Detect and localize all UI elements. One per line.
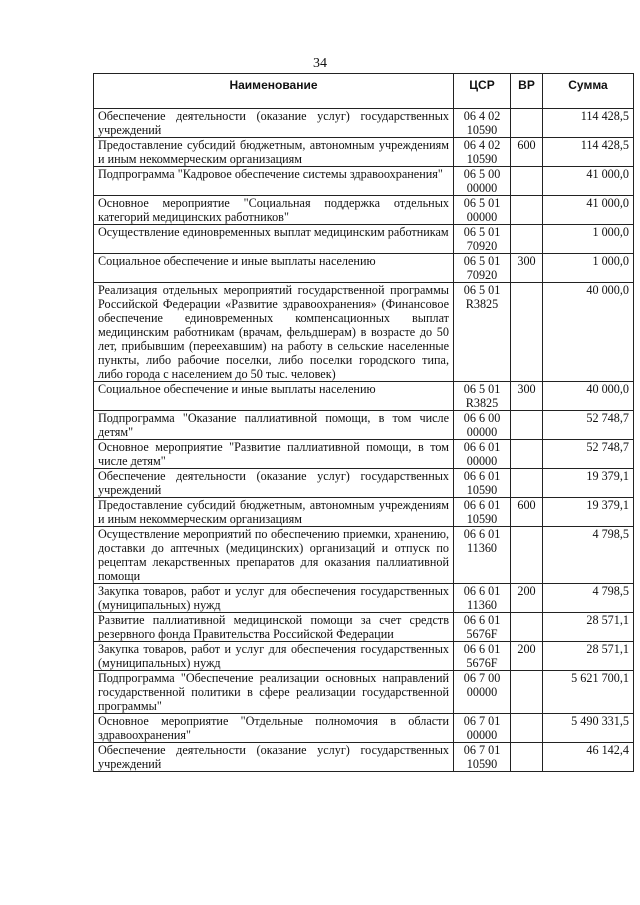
row-sum: 4 798,5 <box>543 527 634 584</box>
row-csr-direction: 5676F <box>466 627 498 641</box>
row-csr-program: 06 7 01 <box>463 714 501 728</box>
row-sum: 41 000,0 <box>543 167 634 196</box>
row-vr <box>511 109 543 138</box>
row-csr <box>454 167 511 196</box>
row-sum: 52 748,7 <box>543 440 634 469</box>
row-csr-program: 06 6 00 <box>463 411 501 425</box>
row-sum: 46 142,4 <box>543 743 634 772</box>
row-csr <box>454 613 511 642</box>
row-name: Закупка товаров, работ и услуг для обеспечения государственных (муниципальных) нужд <box>94 642 454 671</box>
row-sum: 52 748,7 <box>543 411 634 440</box>
row-sum: 28 571,1 <box>543 642 634 671</box>
row-csr-direction: 11360 <box>466 598 498 612</box>
row-vr: 300 <box>511 254 543 283</box>
row-vr: 200 <box>511 584 543 613</box>
row-csr <box>454 671 511 714</box>
row-name: Основное мероприятие "Социальная поддержка отдельных категорий медицинских работников" <box>94 196 454 225</box>
row-csr <box>454 440 511 469</box>
row-sum: 5 621 700,1 <box>543 671 634 714</box>
table-header-row <box>94 74 634 109</box>
row-csr-program: 06 6 01 <box>463 613 501 627</box>
row-name: Обеспечение деятельности (оказание услуг) государственных учреждений <box>94 743 454 772</box>
row-csr-direction: 11360 <box>466 541 498 555</box>
row-csr-direction: R3825 <box>465 297 499 311</box>
row-csr-program: 06 5 01 <box>463 254 501 268</box>
row-csr <box>454 584 511 613</box>
table-row <box>94 584 634 613</box>
row-vr <box>511 225 543 254</box>
row-sum: 1 000,0 <box>543 254 634 283</box>
row-name: Обеспечение деятельности (оказание услуг) государственных учреждений <box>94 109 454 138</box>
row-csr-program: 06 4 02 <box>463 109 501 123</box>
table-row <box>94 743 634 772</box>
row-csr <box>454 498 511 527</box>
row-csr-direction: 00000 <box>466 425 498 439</box>
page-number: 34 <box>313 56 327 71</box>
row-csr-direction: 70920 <box>466 268 498 282</box>
row-sum: 114 428,5 <box>543 109 634 138</box>
row-csr-direction: 10590 <box>466 152 498 166</box>
row-csr-direction: 00000 <box>466 210 498 224</box>
row-csr-direction: 5676F <box>466 656 498 670</box>
row-vr <box>511 613 543 642</box>
row-vr <box>511 411 543 440</box>
row-csr <box>454 283 511 382</box>
row-csr-program: 06 5 01 <box>463 382 501 396</box>
row-csr-direction: 10590 <box>466 757 498 771</box>
row-csr-direction: 00000 <box>466 454 498 468</box>
row-vr <box>511 196 543 225</box>
row-sum: 40 000,0 <box>543 283 634 382</box>
row-name: Предоставление субсидий бюджетным, автономным учреждениям и иным некоммерческим организациям <box>94 138 454 167</box>
row-csr-direction: R3825 <box>465 396 499 410</box>
row-csr <box>454 642 511 671</box>
row-csr-program: 06 5 01 <box>463 196 501 210</box>
row-vr <box>511 527 543 584</box>
row-vr: 600 <box>511 498 543 527</box>
row-vr <box>511 743 543 772</box>
row-sum: 28 571,1 <box>543 613 634 642</box>
row-sum: 41 000,0 <box>543 196 634 225</box>
header-vr: ВР <box>511 74 543 109</box>
row-csr <box>454 411 511 440</box>
row-csr <box>454 382 511 411</box>
table-row <box>94 109 634 138</box>
row-sum: 19 379,1 <box>543 469 634 498</box>
table-row <box>94 440 634 469</box>
row-csr-direction: 10590 <box>466 512 498 526</box>
row-name: Развитие паллиативной медицинской помощи за счет средств резервного фонда Правительства Российской Федерации <box>94 613 454 642</box>
row-name: Подпрограмма "Оказание паллиативной помощи, в том числе детям" <box>94 411 454 440</box>
header-name: Наименование <box>94 74 454 109</box>
row-csr-direction: 10590 <box>466 483 498 497</box>
table-row <box>94 613 634 642</box>
row-csr-program: 06 6 01 <box>463 527 501 541</box>
row-csr <box>454 469 511 498</box>
row-csr-program: 06 4 02 <box>463 138 501 152</box>
row-vr <box>511 469 543 498</box>
row-csr-program: 06 5 00 <box>463 167 501 181</box>
table-row <box>94 671 634 714</box>
row-csr <box>454 527 511 584</box>
row-vr: 200 <box>511 642 543 671</box>
header-csr: ЦСР <box>454 74 511 109</box>
table-row <box>94 225 634 254</box>
row-vr <box>511 440 543 469</box>
row-vr: 600 <box>511 138 543 167</box>
row-sum: 5 490 331,5 <box>543 714 634 743</box>
row-name: Осуществление мероприятий по обеспечению приемки, хранению, доставки до аптечных (медицинских) организаций и отпуск по рецептам лекарственных препаратов для оказания паллиативной помощи <box>94 527 454 584</box>
table-row <box>94 196 634 225</box>
row-csr-program: 06 6 01 <box>463 498 501 512</box>
table-row <box>94 714 634 743</box>
row-name: Социальное обеспечение и иные выплаты населению <box>94 382 454 411</box>
row-name: Реализация отдельных мероприятий государственной программы Российской Федерации «Развитие здравоохранения» (Финансовое обеспечение единовременных компенсационных выплат медицинским работникам (врачам, фельдшерам) в возрасте до 50 лет, прибывшим (переехавшим) на работу в сельские населенные пункты, либо рабочие поселки, либо поселки городского типа, либо города с населением до 50 тыс. человек) <box>94 283 454 382</box>
table-row <box>94 283 634 382</box>
row-vr <box>511 167 543 196</box>
table-row <box>94 382 634 411</box>
row-csr-program: 06 7 01 <box>463 743 501 757</box>
row-csr <box>454 109 511 138</box>
row-name: Осуществление единовременных выплат медицинским работникам <box>94 225 454 254</box>
row-sum: 40 000,0 <box>543 382 634 411</box>
row-csr <box>454 254 511 283</box>
row-csr-direction: 00000 <box>466 728 498 742</box>
row-vr <box>511 671 543 714</box>
row-vr <box>511 714 543 743</box>
row-vr: 300 <box>511 382 543 411</box>
row-csr <box>454 138 511 167</box>
row-name: Подпрограмма "Кадровое обеспечение системы здравоохранения" <box>94 167 454 196</box>
row-vr <box>511 283 543 382</box>
row-name: Основное мероприятие "Развитие паллиативной помощи, в том числе детям" <box>94 440 454 469</box>
row-name: Обеспечение деятельности (оказание услуг) государственных учреждений <box>94 469 454 498</box>
table-row <box>94 498 634 527</box>
table-row <box>94 138 634 167</box>
row-sum: 114 428,5 <box>543 138 634 167</box>
row-csr <box>454 196 511 225</box>
row-csr-program: 06 6 01 <box>463 584 501 598</box>
row-csr-direction: 00000 <box>466 181 498 195</box>
row-csr <box>454 743 511 772</box>
row-csr <box>454 714 511 743</box>
row-csr-program: 06 5 01 <box>463 283 501 297</box>
row-name: Предоставление субсидий бюджетным, автономным учреждениям и иным некоммерческим организациям <box>94 498 454 527</box>
table-row <box>94 254 634 283</box>
table-row <box>94 527 634 584</box>
row-name: Подпрограмма "Обеспечение реализации основных направлений государственной политики в сфере реализации государственной программы" <box>94 671 454 714</box>
row-csr-program: 06 5 01 <box>463 225 501 239</box>
row-csr-direction: 00000 <box>466 685 498 699</box>
row-sum: 19 379,1 <box>543 498 634 527</box>
table-row <box>94 642 634 671</box>
row-name: Закупка товаров, работ и услуг для обеспечения государственных (муниципальных) нужд <box>94 584 454 613</box>
row-csr-program: 06 7 00 <box>463 671 501 685</box>
row-csr <box>454 225 511 254</box>
row-sum: 1 000,0 <box>543 225 634 254</box>
row-name: Социальное обеспечение и иные выплаты населению <box>94 254 454 283</box>
row-csr-program: 06 6 01 <box>463 440 501 454</box>
row-csr-program: 06 6 01 <box>463 642 501 656</box>
row-csr-direction: 10590 <box>466 123 498 137</box>
table-row <box>94 469 634 498</box>
budget-table <box>93 73 634 772</box>
row-name: Основное мероприятие "Отдельные полномочия в области здравоохранения" <box>94 714 454 743</box>
table-row <box>94 411 634 440</box>
row-sum: 4 798,5 <box>543 584 634 613</box>
table-row <box>94 167 634 196</box>
header-sum: Сумма <box>543 74 634 109</box>
row-csr-program: 06 6 01 <box>463 469 501 483</box>
row-csr-direction: 70920 <box>466 239 498 253</box>
